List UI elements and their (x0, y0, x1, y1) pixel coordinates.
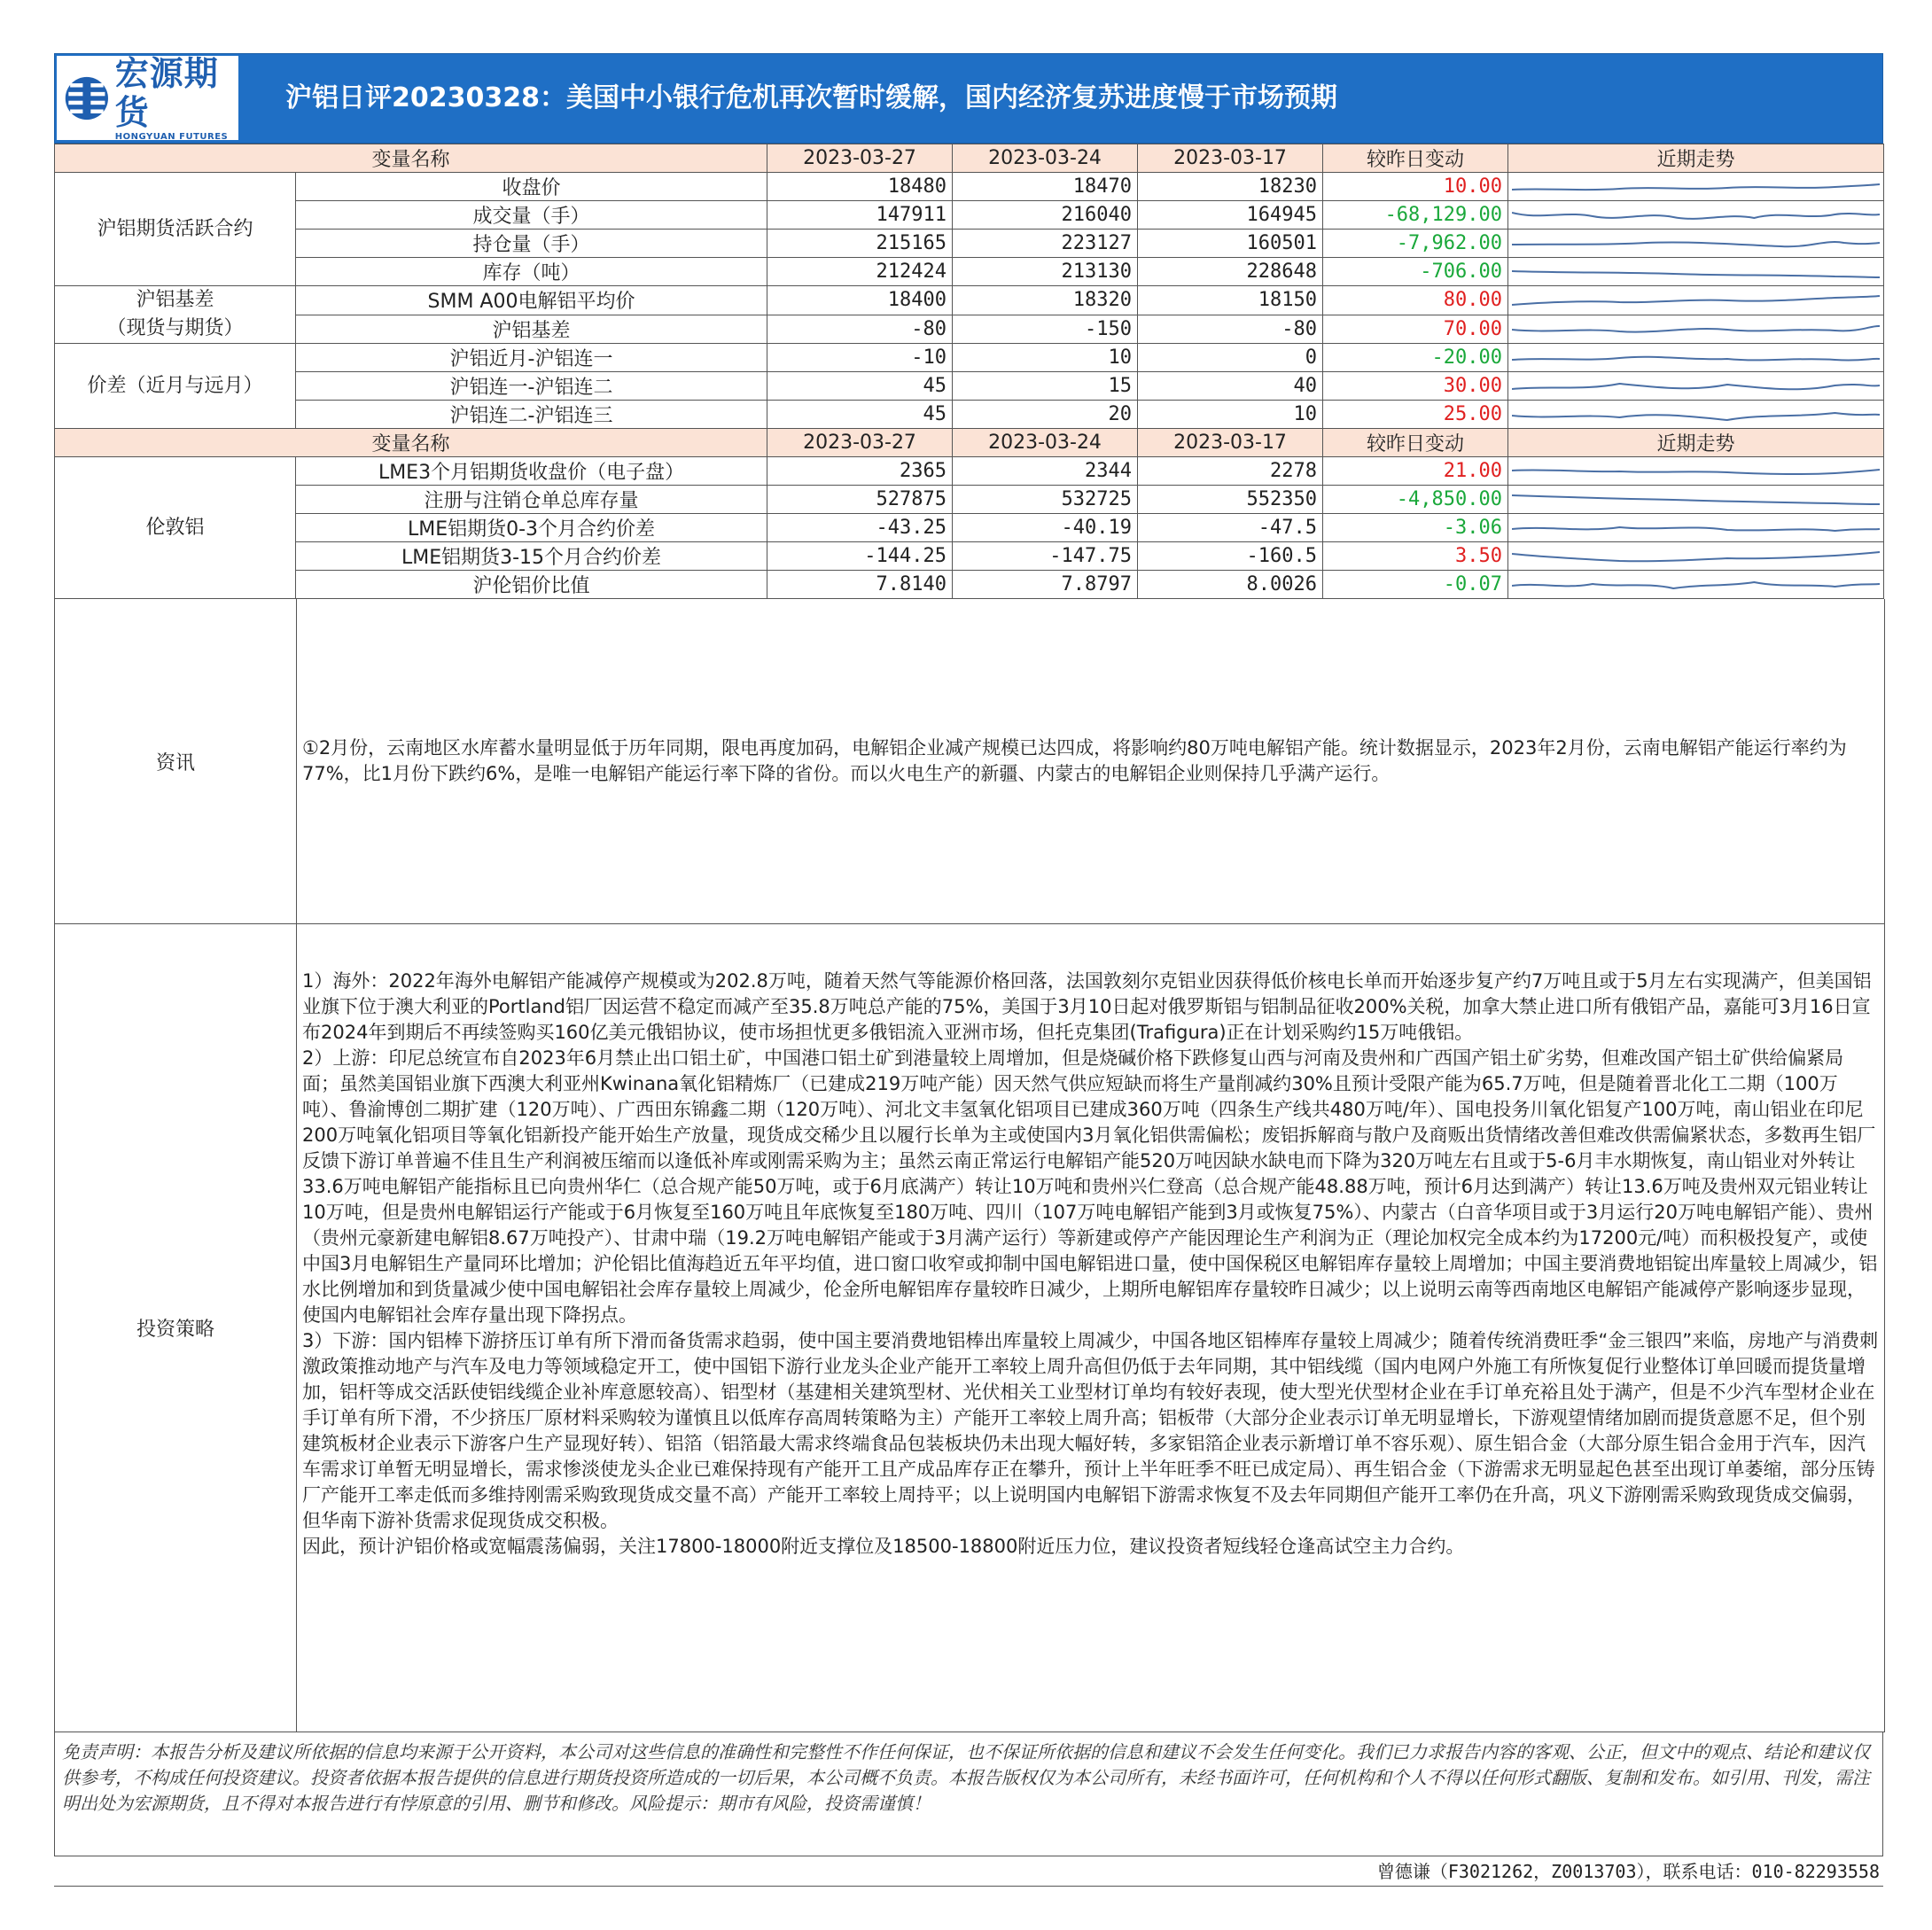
variable-name: 成交量（手） (296, 201, 767, 230)
value-d3: 8.0026 (1138, 571, 1323, 599)
value-d2: -40.19 (953, 514, 1138, 542)
logo-chinese-text: 宏源期货 (114, 54, 219, 132)
report-title: 沪铝日评20230328：美国中小银行危机再次暂时缓解，国内经济复苏进度慢于市场预期 (285, 82, 1337, 113)
daily-change: 70.00 (1323, 315, 1508, 344)
sparkline-chart (1512, 261, 1880, 284)
value-d1: 147911 (767, 201, 953, 230)
table-row (55, 542, 1884, 571)
analyst-contact: 曾德谦（F3021262，Z0013703），联系电话：010-82293558 (54, 1856, 1883, 1887)
value-d3: -160.5 (1138, 542, 1323, 571)
table-row (55, 258, 1884, 286)
sparkline-chart (1512, 460, 1880, 483)
value-d3: 552350 (1138, 486, 1323, 514)
value-d1: 215165 (767, 230, 953, 258)
variable-name: 库存（吨） (296, 258, 767, 286)
sparkline-chart (1512, 488, 1880, 511)
value-d3: 0 (1138, 344, 1323, 372)
value-d1: 212424 (767, 258, 953, 286)
daily-change: 21.00 (1323, 457, 1508, 486)
value-d3: -80 (1138, 315, 1323, 344)
sparkline-chart (1512, 232, 1880, 255)
table-header-row (55, 144, 1884, 173)
value-d1: 18400 (767, 286, 953, 315)
variable-name: 注册与注销仓单总库存量 (296, 486, 767, 514)
group-label-text: （现货与期货） (106, 317, 244, 339)
value-d3: 228648 (1138, 258, 1323, 286)
value-d1: -43.25 (767, 514, 953, 542)
trend-sparkline (1508, 372, 1884, 401)
value-d2: 2344 (953, 457, 1138, 486)
value-d1: -80 (767, 315, 953, 344)
trend-sparkline (1508, 514, 1884, 542)
variable-name: 沪铝基差 (296, 315, 767, 344)
value-d1: 2365 (767, 457, 953, 486)
strategy-section (54, 924, 1885, 1732)
header-d1: 2023-03-27 (767, 144, 953, 173)
table-row (55, 344, 1884, 372)
table-row (55, 571, 1884, 599)
value-d2: 213130 (953, 258, 1138, 286)
report-header (54, 53, 1883, 144)
trend-sparkline (1508, 542, 1884, 571)
table-row (55, 201, 1884, 230)
data-table (54, 144, 1884, 599)
variable-name: LME铝期货0-3个月合约价差 (296, 514, 767, 542)
value-d2: 18470 (953, 173, 1138, 201)
header-trend: 近期走势 (1508, 144, 1884, 173)
strategy-overseas: 1）海外：2022年海外电解铝产能减停产规模或为202.8万吨，随着天然气等能源价格回落，法国敦刻尔克铝业因获得低价核电长单而开始逐步复产约7万吨且或于5月左右实现满产，但美国铝业旗下位于澳大利亚的Portland铝厂因运营不稳定而减产至35.8万吨总产能的75%，美国于3月10日起对俄罗斯铝与铝制品征收200%关税，加拿大禁止进口所有俄铝产品，嘉能可3月16日宣布2024年到期后不再续签购买160亿美元俄铝协议，使市场担忧更多俄铝流入亚洲市场，但托克集团(Trafigura)正在计划采购约15万吨俄铝。 (302, 970, 1872, 1043)
value-d2: 7.8797 (953, 571, 1138, 599)
group-label (55, 286, 296, 344)
strategy-downstream: 3）下游：国内铝棒下游挤压订单有所下滑而备货需求趋弱，使中国主要消费地铝棒出库量较上周减少，中国各地区铝棒库存量较上周减少；随着传统消费旺季“金三银四”来临，房地产与消费刺激政策推动地产与汽车及电力等领域稳定开工，使中国铝下游行业龙头企业产能开工率较上周升高但仍低于去年同期，其中铝线缆（国内电网户外施工有所恢复促行业整体订单回暖而提货量增加，铝杆等成交活跃使铝线缆企业补库意愿较高）、铝型材（基建相关建筑型材、光伏相关工业型材订单均有较好表现，使大型光伏型材企业在手订单充裕且处于满产，但是不少汽车型材企业在手订单有所下滑，不少挤压厂原材料采购较为谨慎且以低库存高周转策略为主）产能开工率较上周升高；铝板带（大部分企业表示订单无明显增长，下游观望情绪加剧而提货意愿不足，但个别建筑板材企业表示下游客户生产显现好转）、铝箔（铝箔最大需求终端食品包装板块仍未出现大幅好转，多家铝箔企业表示新增订单不容乐观）、原生铝合金（大部分原生铝合金用于汽车，因汽车需求订单暂无明显增长，需求惨淡使龙头企业已难保持现有产能开工且产成品库存正在攀升，预计上半年旺季不旺已成定局）、再生铝合金（下游需求无明显起色甚至出现订单萎缩，部分压铸厂产能开工率走低而多维持刚需采购致现货成交量不高）产能开工率较上周持平；以上说明国内电解铝下游需求恢复不及去年同期但产能开工率仍在升高，巩义下游刚需采购致现货成交偏弱，但华南下游补货需求促现货成交积极。 (302, 1330, 1879, 1531)
variable-name: LME铝期货3-15个月合约价差 (296, 542, 767, 571)
table-row (55, 457, 1884, 486)
sparkline-chart (1512, 346, 1880, 370)
news-text: ①2月份，云南地区水库蓄水量明显低于历年同期，限电再度加码，电解铝企业减产规模已达四成，将影响约80万吨电解铝产能。统计数据显示，2023年2月份，云南电解铝产能运行率约为77%，比1月份下跌约6%，是唯一电解铝产能运行率下降的省份。而以火电生产的新疆、内蒙古的电解铝企业则保持几乎满产运行。 (302, 737, 1847, 784)
value-d1: 45 (767, 401, 953, 429)
group-label-text: 沪铝基差 (136, 289, 214, 311)
value-d1: -144.25 (767, 542, 953, 571)
value-d2: 20 (953, 401, 1138, 429)
value-d3: 164945 (1138, 201, 1323, 230)
daily-change: -7,962.00 (1323, 230, 1508, 258)
value-d1: 527875 (767, 486, 953, 514)
strategy-conclusion: 因此，预计沪铝价格或宽幅震荡偏弱，关注17800-18000附近支撑位及18500-18800附近压力位，建议投资者短线轻仓逢高试空主力合约。 (302, 1536, 1465, 1557)
variable-name: LME3个月铝期货收盘价（电子盘） (296, 457, 767, 486)
strategy-upstream: 2）上游：印尼总统宣布自2023年6月禁止出口铝土矿，中国港口铝土矿到港量较上周增加，但是烧碱价格下跌修复山西与河南及贵州和广西国产铝土矿劣势，但难改国产铝土矿供给偏紧局面；虽然美国铝业旗下西澳大利亚州Kwinana氧化铝精炼厂（已建成219万吨产能）因天然气供应短缺而将生产量削减约30%且预计受限产能为65.7万吨，但是随着晋北化工二期（100万吨）、鲁渝博创二期扩建（120万吨）、广西田东锦鑫二期（120万吨）、河北文丰氢氧化铝项目已建成360万吨（四条生产线共480万吨/年）、国电投务川氧化铝复产100万吨，南山铝业在印尼200万吨氧化铝项目等氧化铝新投产能开始生产放量，现货成交稀少且以履行长单为主或使国内3月氧化铝供需偏松；废铝拆解商与散户及商贩出货情绪改善但难改供需偏紧状态，多数再生铝厂反馈下游订单普遍不佳且生产利润被压缩而以逢低补库或刚需采购为主；虽然云南正常运行电解铝产能520万吨因缺水缺电而下降为320万吨左右且或于5-6月丰水期恢复，南山铝业对外转让33.6万吨电解铝产能指标且已向贵州华仁（总合规产能50万吨，或于6月底满产）转让10万吨和贵州兴仁登高（总合规产能48.88万吨，预计6月达到满产）转让13.6万吨及贵州双元铝业转让10万吨，但是贵州电解铝运行产能或于6月恢复至160万吨且年底恢复至180万吨、四川（107万吨电解铝产能到3月或恢复75%）、内蒙古（白音华项目或于3月运行20万吨电解铝产能）、贵州（贵州元豪新建电解铝8.67万吨投产）、甘肃中瑞（19.2万吨电解铝产能或于3月满产运行）等新建或停产产能因理论生产利润为正（理论加权完全成本约为17200元/吨）而积极投复产，或使中国3月电解铝生产量同环比增加；沪伦铝比值海趋近五年平均值，进口窗口收窄或抑制中国电解铝进口量，使中国保税区电解铝库存量较上周增加；中国主要消费地铝锭出库量较上周减少，铝水比例增加和到货量减少使中国电解铝社会库存量较上周减少，伦金所电解铝库存量较昨日减少，上期所电解铝库存量较昨日减少；以上说明云南等西南地区电解铝产能减停产影响逐步显现，使国内电解铝社会库存量出现下降拐点。 (302, 1047, 1878, 1326)
value-d1: -10 (767, 344, 953, 372)
value-d3: 40 (1138, 372, 1323, 401)
header-var: 变量名称 (55, 144, 767, 173)
variable-name: 持仓量（手） (296, 230, 767, 258)
value-d3: 2278 (1138, 457, 1323, 486)
header-chg: 较昨日变动 (1323, 429, 1508, 457)
value-d2: 15 (953, 372, 1138, 401)
sparkline-chart (1512, 204, 1880, 227)
table-row (55, 173, 1884, 201)
header-d2: 2023-03-24 (953, 144, 1138, 173)
daily-change: -0.07 (1323, 571, 1508, 599)
trend-sparkline (1508, 401, 1884, 429)
trend-sparkline (1508, 230, 1884, 258)
value-d1: 7.8140 (767, 571, 953, 599)
trend-sparkline (1508, 315, 1884, 344)
report-frame (54, 53, 1883, 1887)
sparkline-chart (1512, 545, 1880, 568)
daily-change: 25.00 (1323, 401, 1508, 429)
sparkline-chart (1512, 317, 1880, 340)
sparkline-chart (1512, 573, 1880, 596)
news-section (54, 599, 1885, 924)
sparkline-chart (1512, 403, 1880, 426)
group-label-text: 沪铝期货活跃合约 (97, 217, 253, 240)
value-d2: -147.75 (953, 542, 1138, 571)
group-label (55, 344, 296, 429)
value-d2: 216040 (953, 201, 1138, 230)
value-d2: 532725 (953, 486, 1138, 514)
header-var: 变量名称 (55, 429, 767, 457)
variable-name: 沪伦铝价比值 (296, 571, 767, 599)
strategy-label: 投资策略 (55, 924, 297, 1732)
group-label-text: 伦敦铝 (145, 516, 205, 539)
sparkline-chart (1512, 289, 1880, 312)
daily-change: -20.00 (1323, 344, 1508, 372)
value-d3: 18150 (1138, 286, 1323, 315)
trend-sparkline (1508, 173, 1884, 201)
group-label-text: 价差（近月与远月） (87, 374, 263, 397)
value-d1: 45 (767, 372, 953, 401)
value-d3: -47.5 (1138, 514, 1323, 542)
variable-name: 沪铝连二-沪铝连三 (296, 401, 767, 429)
table-row (55, 372, 1884, 401)
group-label (55, 173, 296, 286)
header-d3: 2023-03-17 (1138, 144, 1323, 173)
daily-change: -68,129.00 (1323, 201, 1508, 230)
daily-change: 80.00 (1323, 286, 1508, 315)
value-d2: -150 (953, 315, 1138, 344)
variable-name: 收盘价 (296, 173, 767, 201)
header-trend: 近期走势 (1508, 429, 1884, 457)
group-label (55, 457, 296, 599)
header-chg: 较昨日变动 (1323, 144, 1508, 173)
daily-change: -3.06 (1323, 514, 1508, 542)
daily-change: -4,850.00 (1323, 486, 1508, 514)
table-row (55, 486, 1884, 514)
sparkline-chart (1512, 175, 1880, 198)
value-d2: 223127 (953, 230, 1138, 258)
value-d1: 18480 (767, 173, 953, 201)
variable-name: 沪铝近月-沪铝连一 (296, 344, 767, 372)
table-header-row (55, 429, 1884, 457)
table-row (55, 230, 1884, 258)
logo-english-text: HONGYUAN FUTURES (114, 132, 229, 142)
daily-change: 3.50 (1323, 542, 1508, 571)
table-row (55, 286, 1884, 315)
value-d2: 10 (953, 344, 1138, 372)
daily-change: 30.00 (1323, 372, 1508, 401)
table-row (55, 514, 1884, 542)
value-d3: 18230 (1138, 173, 1323, 201)
header-d1: 2023-03-27 (767, 429, 953, 457)
sparkline-chart (1512, 375, 1880, 398)
trend-sparkline (1508, 201, 1884, 230)
trend-sparkline (1508, 486, 1884, 514)
value-d3: 10 (1138, 401, 1323, 429)
header-d3: 2023-03-17 (1138, 429, 1323, 457)
header-d2: 2023-03-24 (953, 429, 1138, 457)
disclaimer: 免责声明：本报告分析及建议所依据的信息均来源于公开资料，本公司对这些信息的准确性和完整性不作任何保证，也不保证所依据的信息和建议不会发生任何变化。我们已力求报告内容的客观、公正，但文中的观点、结论和建议仅供参考，不构成任何投资建议。投资者依据本报告提供的信息进行期货投资所造成的一切后果，本公司概不负责。本报告版权仅为本公司所有，未经书面许可，任何机构和个人不得以任何形式翻版、复制和发布。如引用、刊发，需注明出处为宏源期货，且不得对本报告进行有悖原意的引用、删节和修改。风险提示：期市有风险，投资需谨慎！ (54, 1732, 1883, 1856)
sparkline-chart (1512, 517, 1880, 540)
variable-name: 沪铝连一-沪铝连二 (296, 372, 767, 401)
trend-sparkline (1508, 571, 1884, 599)
daily-change: 10.00 (1323, 173, 1508, 201)
table-row (55, 401, 1884, 429)
value-d3: 160501 (1138, 230, 1323, 258)
daily-change: -706.00 (1323, 258, 1508, 286)
company-logo (57, 56, 238, 140)
table-row (55, 315, 1884, 344)
trend-sparkline (1508, 344, 1884, 372)
value-d2: 18320 (953, 286, 1138, 315)
news-label: 资讯 (55, 599, 297, 923)
trend-sparkline (1508, 258, 1884, 286)
logo-mark-icon (64, 67, 110, 129)
trend-sparkline (1508, 457, 1884, 486)
variable-name: SMM A00电解铝平均价 (296, 286, 767, 315)
trend-sparkline (1508, 286, 1884, 315)
